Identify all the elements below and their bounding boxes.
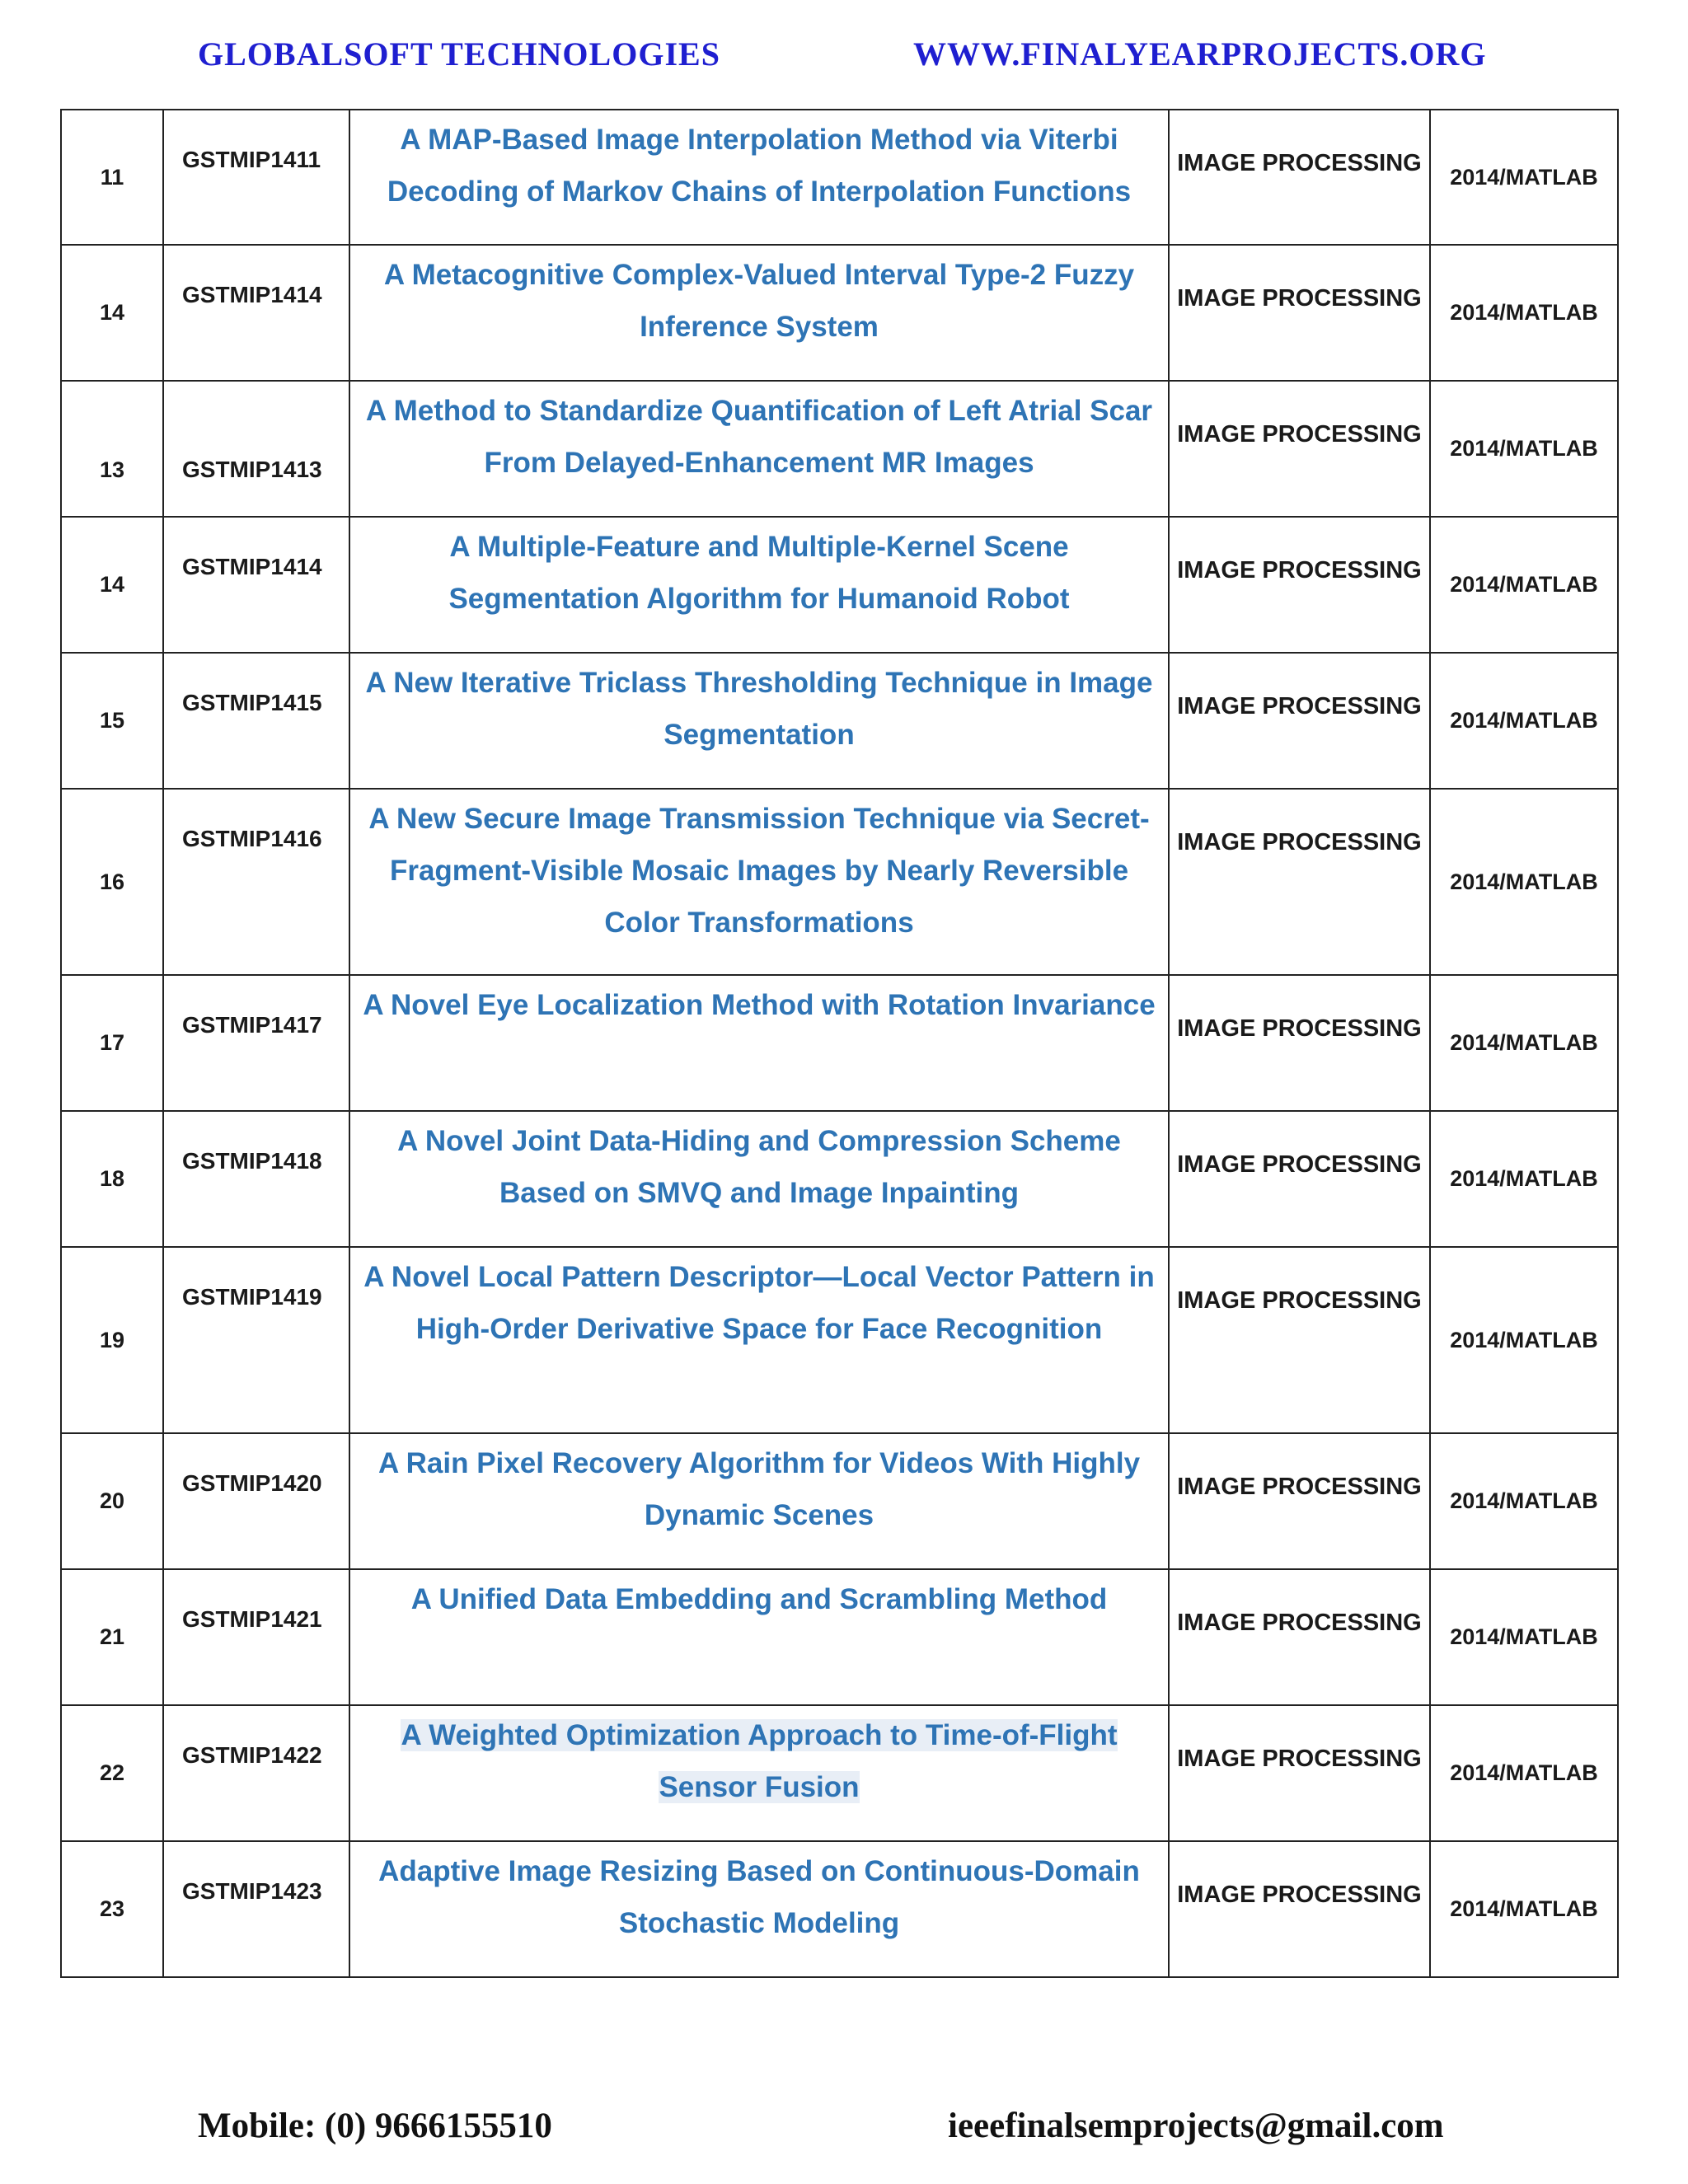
project-year: 2014/MATLAB xyxy=(1430,1111,1618,1247)
table-row xyxy=(61,1433,1618,1569)
project-code: GSTMIP1413 xyxy=(163,381,349,517)
project-domain: IMAGE PROCESSING xyxy=(1169,110,1430,245)
projects-table xyxy=(60,109,1619,1978)
project-year: 2014/MATLAB xyxy=(1430,789,1618,975)
project-code: GSTMIP1417 xyxy=(163,975,349,1111)
row-number: 21 xyxy=(61,1569,163,1705)
table-row xyxy=(61,1705,1618,1841)
project-code: GSTMIP1416 xyxy=(163,789,349,975)
project-title[interactable] xyxy=(349,1705,1169,1841)
row-number: 15 xyxy=(61,653,163,789)
project-title[interactable]: A New Secure Image Transmission Technique via Secret-Fragment-Visible Mosaic Images by Nearly Reversible Color Transformations xyxy=(349,789,1169,975)
project-domain: IMAGE PROCESSING xyxy=(1169,517,1430,653)
project-title[interactable]: A Method to Standardize Quantification of Left Atrial Scar From Delayed-Enhancement MR Images xyxy=(349,381,1169,517)
project-code: GSTMIP1422 xyxy=(163,1705,349,1841)
project-title[interactable]: A Unified Data Embedding and Scrambling Method xyxy=(349,1569,1169,1705)
project-domain: IMAGE PROCESSING xyxy=(1169,653,1430,789)
row-number: 20 xyxy=(61,1433,163,1569)
project-title[interactable]: A Novel Joint Data-Hiding and Compression Scheme Based on SMVQ and Image Inpainting xyxy=(349,1111,1169,1247)
project-year: 2014/MATLAB xyxy=(1430,1247,1618,1433)
table-row xyxy=(61,1111,1618,1247)
project-title[interactable]: A Novel Eye Localization Method with Rotation Invariance xyxy=(349,975,1169,1111)
row-number: 19 xyxy=(61,1247,163,1433)
project-domain: IMAGE PROCESSING xyxy=(1169,1433,1430,1569)
project-title-highlight[interactable]: A Weighted Optimization Approach to Time-of-Flight Sensor Fusion xyxy=(401,1719,1118,1803)
project-year: 2014/MATLAB xyxy=(1430,653,1618,789)
table-row xyxy=(61,110,1618,245)
project-domain: IMAGE PROCESSING xyxy=(1169,1247,1430,1433)
project-year: 2014/MATLAB xyxy=(1430,381,1618,517)
row-number: 14 xyxy=(61,517,163,653)
company-name: GLOBALSOFT TECHNOLOGIES xyxy=(198,35,720,73)
project-title[interactable]: A Multiple-Feature and Multiple-Kernel Scene Segmentation Algorithm for Humanoid Robot xyxy=(349,517,1169,653)
table-row xyxy=(61,789,1618,975)
page-header xyxy=(0,31,1688,81)
project-year: 2014/MATLAB xyxy=(1430,1841,1618,1977)
row-number: 18 xyxy=(61,1111,163,1247)
project-code: GSTMIP1419 xyxy=(163,1247,349,1433)
row-number: 14 xyxy=(61,245,163,381)
row-number: 17 xyxy=(61,975,163,1111)
project-domain: IMAGE PROCESSING xyxy=(1169,1569,1430,1705)
row-number: 11 xyxy=(61,110,163,245)
table-row xyxy=(61,1247,1618,1433)
project-year: 2014/MATLAB xyxy=(1430,517,1618,653)
table-row xyxy=(61,653,1618,789)
page-footer xyxy=(0,2106,1688,2155)
row-number: 13 xyxy=(61,381,163,517)
table-row xyxy=(61,517,1618,653)
project-year: 2014/MATLAB xyxy=(1430,975,1618,1111)
mobile-number: Mobile: (0) 9666155510 xyxy=(198,2107,552,2145)
project-code: GSTMIP1411 xyxy=(163,110,349,245)
project-title[interactable]: A Metacognitive Complex-Valued Interval Type-2 Fuzzy Inference System xyxy=(349,245,1169,381)
project-title[interactable]: Adaptive Image Resizing Based on Continuous-Domain Stochastic Modeling xyxy=(349,1841,1169,1977)
project-domain: IMAGE PROCESSING xyxy=(1169,1111,1430,1247)
project-domain: IMAGE PROCESSING xyxy=(1169,789,1430,975)
project-domain: IMAGE PROCESSING xyxy=(1169,1841,1430,1977)
project-domain: IMAGE PROCESSING xyxy=(1169,381,1430,517)
row-number: 16 xyxy=(61,789,163,975)
row-number: 23 xyxy=(61,1841,163,1977)
project-year: 2014/MATLAB xyxy=(1430,1433,1618,1569)
project-title[interactable]: A New Iterative Triclass Thresholding Technique in Image Segmentation xyxy=(349,653,1169,789)
project-year: 2014/MATLAB xyxy=(1430,245,1618,381)
project-domain: IMAGE PROCESSING xyxy=(1169,975,1430,1111)
project-year: 2014/MATLAB xyxy=(1430,110,1618,245)
project-domain: IMAGE PROCESSING xyxy=(1169,245,1430,381)
project-domain: IMAGE PROCESSING xyxy=(1169,1705,1430,1841)
table-row xyxy=(61,381,1618,517)
project-year: 2014/MATLAB xyxy=(1430,1569,1618,1705)
project-code: GSTMIP1414 xyxy=(163,517,349,653)
project-code: GSTMIP1418 xyxy=(163,1111,349,1247)
project-code: GSTMIP1423 xyxy=(163,1841,349,1977)
project-title[interactable]: A MAP-Based Image Interpolation Method via Viterbi Decoding of Markov Chains of Interpolation Functions xyxy=(349,110,1169,245)
project-code: GSTMIP1421 xyxy=(163,1569,349,1705)
table-row xyxy=(61,1841,1618,1977)
project-title[interactable]: A Novel Local Pattern Descriptor—Local Vector Pattern in High-Order Derivative Space for Face Recognition xyxy=(349,1247,1169,1433)
project-year: 2014/MATLAB xyxy=(1430,1705,1618,1841)
table-row xyxy=(61,245,1618,381)
project-code: GSTMIP1415 xyxy=(163,653,349,789)
project-title[interactable]: A Rain Pixel Recovery Algorithm for Videos With Highly Dynamic Scenes xyxy=(349,1433,1169,1569)
table-row xyxy=(61,1569,1618,1705)
contact-email[interactable]: ieeefinalsemprojects@gmail.com xyxy=(948,2107,1444,2145)
project-code: GSTMIP1414 xyxy=(163,245,349,381)
table-row xyxy=(61,975,1618,1111)
website-link[interactable]: WWW.FINALYEARPROJECTS.ORG xyxy=(913,35,1487,73)
project-code: GSTMIP1420 xyxy=(163,1433,349,1569)
row-number: 22 xyxy=(61,1705,163,1841)
